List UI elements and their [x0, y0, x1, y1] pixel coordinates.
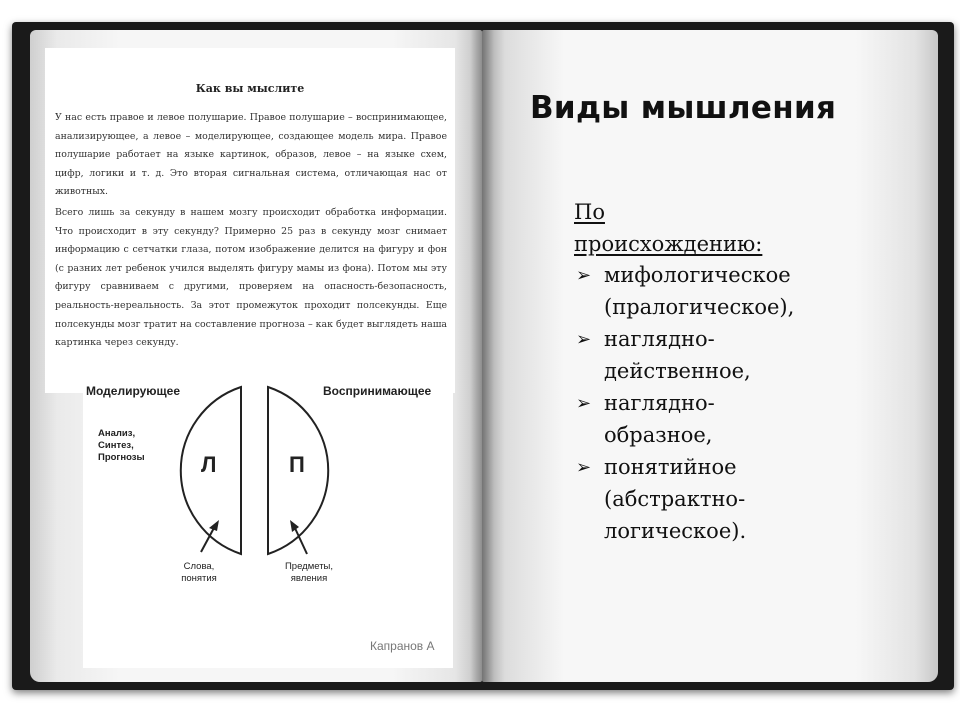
right-hemisphere-letter: П — [289, 452, 305, 477]
right-caption — [271, 561, 347, 585]
list-item-line: действенное, — [604, 359, 751, 383]
figure-label-modeling: Моделирующее — [86, 384, 181, 398]
list-item — [574, 451, 894, 547]
list-item-line: мифологическое — [604, 263, 791, 287]
figure-label-perceiving: Воспринимающее — [323, 384, 432, 398]
article-paragraph-1: У нас есть правое и левое полушарие. Правое полушарие – воспринимающее, анализирующее, а левое – моделирующее, создающее модель мира. Правое полушарие работает на языке картинок, образов, левое – на языке схем, цифр, логики и т. д. Это вторая сигнальная система, отличающая нас от животных. — [55, 112, 447, 198]
left-function-item: Прогнозы — [98, 452, 145, 463]
printed-article — [45, 48, 455, 393]
arrow-bullet-icon: ➢ — [576, 329, 592, 350]
article-heading: Как вы мыслите — [195, 82, 305, 95]
classification-heading-line-2: происхождению: — [574, 232, 763, 256]
list-item-line: наглядно- — [604, 327, 715, 351]
left-function-list — [98, 428, 145, 464]
slide-title: Виды мышления — [530, 90, 837, 126]
list-item-line: (абстрактно- — [604, 487, 746, 511]
left-function-item: Анализ, — [98, 428, 136, 439]
left-caption — [169, 561, 229, 585]
list-item-line: наглядно- — [604, 391, 715, 415]
left-caption-line: Слова, — [183, 561, 215, 572]
classification-heading — [574, 196, 894, 260]
hemispheres-figure — [83, 380, 453, 668]
article-paragraph-2: Всего лишь за секунду в нашем мозгу происходит обработка информации. Что происходит в эту секунду? Примерно 25 раз в секунду мозг снимает информацию с сетчатки глаза, потом изображение делится на фигуру и фон (с разних лет ребенок учился выделять фигуру мамы из фона). Потом мы эту фигуру сравниваем с другими, проверяем на опасность-безопасность, реальность-нереальность. За этот промежуток проходит полсекунды. Еще полсекунды мозг тратит на составление прогноза – как будет выглядеть наша картинка через секунду. — [55, 207, 447, 349]
list-item — [574, 323, 894, 387]
arrow-bullet-icon: ➢ — [576, 457, 592, 478]
left-hemisphere-letter: Л — [201, 452, 217, 477]
arrow-bullet-icon: ➢ — [576, 393, 592, 414]
thinking-types-list — [574, 259, 894, 547]
list-item — [574, 387, 894, 451]
list-item-line: понятийное — [604, 455, 737, 479]
figure-author: Капранов А — [370, 639, 435, 653]
classification-heading-line-1: По — [574, 200, 605, 224]
list-item-line: (пралогическое), — [604, 295, 795, 319]
list-item-line: логическое). — [604, 519, 747, 543]
arrow-bullet-icon: ➢ — [576, 265, 592, 286]
list-item — [574, 259, 894, 323]
left-function-item: Синтез, — [98, 440, 134, 451]
right-caption-line: Предметы, — [284, 561, 334, 572]
right-caption-line: явления — [290, 573, 328, 584]
hemispheres-diagram — [83, 380, 453, 668]
left-caption-line: понятия — [181, 573, 217, 584]
list-item-line: образное, — [604, 423, 713, 447]
book-spine — [470, 30, 494, 682]
